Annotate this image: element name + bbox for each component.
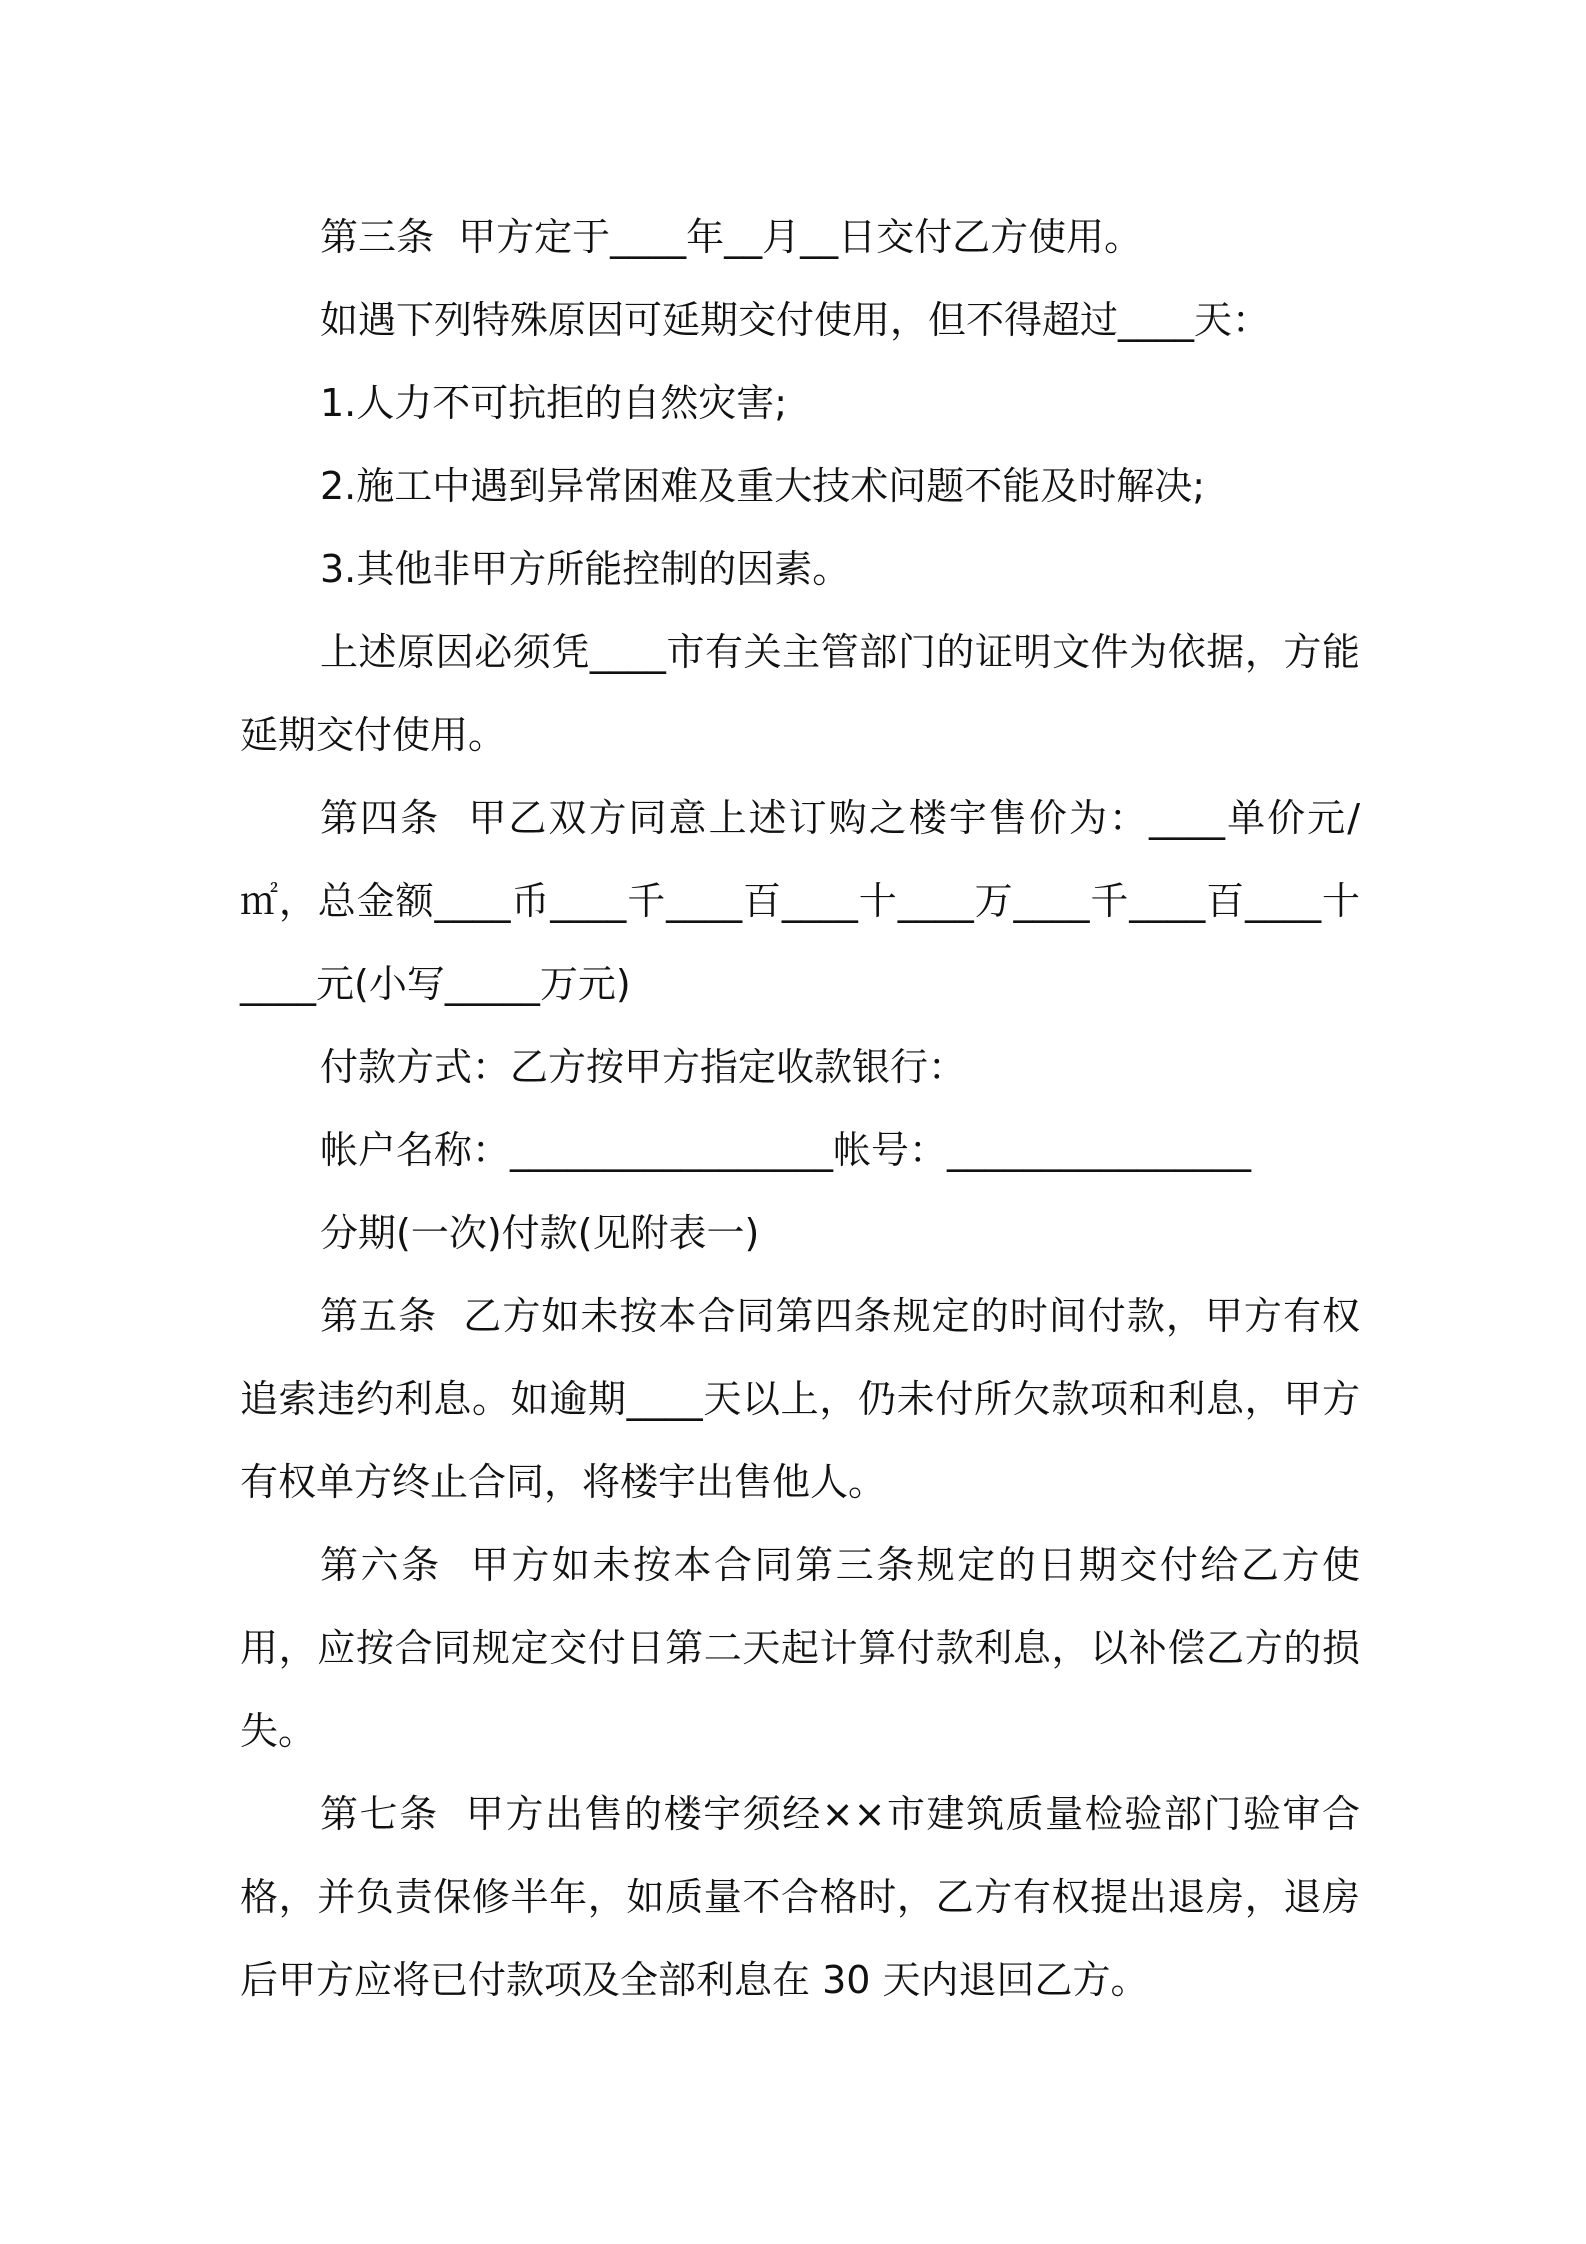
delay-reason-1: 1.人力不可抗拒的自然灾害;: [320, 381, 788, 425]
delay-conditions-paragraph: 如遇下列特殊原因可延期交付使用，但不得超过____天：: [320, 298, 1271, 342]
installment-paragraph: 分期(一次)付款(见附表一): [320, 1211, 760, 1255]
delay-proof-paragraph: 上述原因必须凭____市有关主管部门的证明文件为依据，方能延期交付使用。: [240, 630, 1360, 757]
article-4-paragraph: 第四条 甲乙双方同意上述订购之楼宇售价为：____单价元/㎡，总金额____币____千____百____十____万____千____百____十____元(小写_____万元): [240, 796, 1360, 1006]
payment-method-paragraph: 付款方式：乙方按甲方指定收款银行：: [320, 1045, 967, 1089]
article-7-paragraph: 第七条 甲方出售的楼宇须经××市建筑质量检验部门验审合格，并负责保修半年，如质量不合格时，乙方有权提出退房，退房后甲方应将已付款项及全部利息在 30 天内退回乙方。: [240, 1792, 1360, 2002]
article-3-paragraph: 第三条 甲方定于____年__月__日交付乙方使用。: [320, 215, 1143, 259]
delay-reason-3: 3.其他非甲方所能控制的因素。: [320, 547, 851, 591]
delay-reason-2: 2.施工中遇到异常困难及重大技术问题不能及时解决;: [320, 464, 1206, 508]
document-page: [240, 196, 1360, 2022]
bank-account-paragraph: 帐户名称：_________________帐号：________________: [320, 1128, 1252, 1172]
article-5-paragraph: 第五条 乙方如未按本合同第四条规定的时间付款，甲方有权追索违约利息。如逾期____天以上，仍未付所欠款项和利息，甲方有权单方终止合同，将楼宇出售他人。: [240, 1294, 1360, 1504]
article-6-paragraph: 第六条 甲方如未按本合同第三条规定的日期交付给乙方使用，应按合同规定交付日第二天起计算付款利息，以补偿乙方的损失。: [240, 1543, 1360, 1753]
